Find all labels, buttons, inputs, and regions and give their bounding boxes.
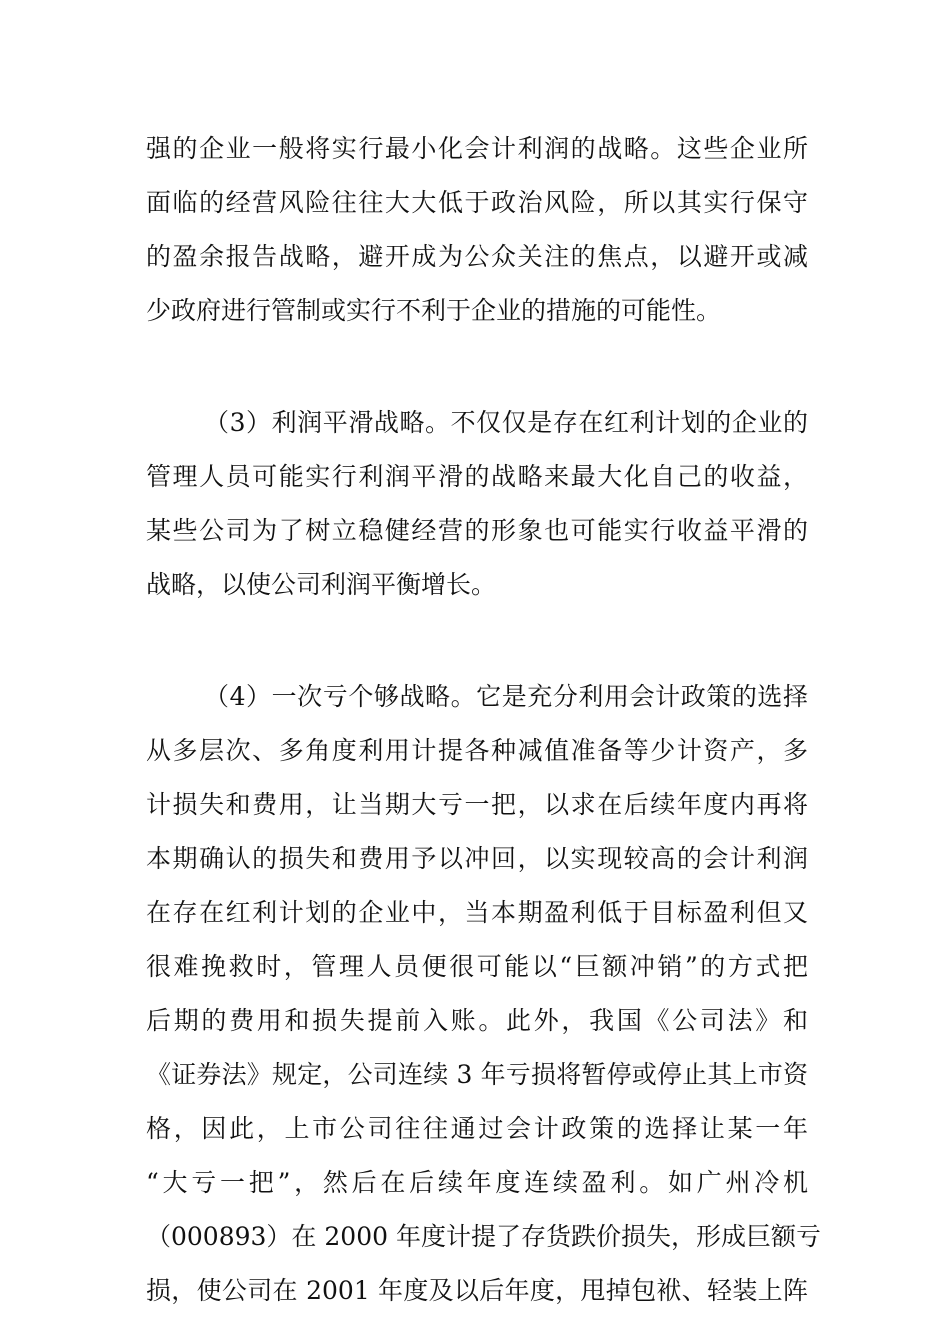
- paragraph-big-bath: [146, 670, 821, 1318]
- paragraph-political-risk: [146, 122, 808, 338]
- text-line: 强的企业一般将实行最小化会计利润的战略。这些企业所: [146, 134, 808, 163]
- text-line: 从多层次、多角度利用计提各种减值准备等少计资产，多: [146, 736, 808, 765]
- text-line: 管理人员可能实行利润平滑的战略来最大化自己的收益，: [146, 462, 808, 491]
- text-line: 的盈余报告战略，避开成为公众关注的焦点，以避开或减: [146, 242, 808, 271]
- text-line: 在存在红利计划的企业中，当本期盈利低于目标盈利但又: [146, 898, 808, 927]
- text-line: （3）利润平滑战略。不仅仅是存在红利计划的企业的: [204, 408, 808, 437]
- paragraph-spacer: [146, 338, 808, 396]
- paragraph-profit-smoothing: [146, 396, 808, 612]
- text-line: 《证券法》规定，公司连续 3 年亏损将暂停或停止其上市资: [146, 1060, 808, 1089]
- text-line: 计损失和费用，让当期大亏一把，以求在后续年度内再将: [146, 790, 808, 819]
- text-line: 面临的经营风险往往大大低于政治风险，所以其实行保守: [146, 188, 808, 217]
- text-line: “大亏一把”，然后在后续年度连续盈利。如广州冷机: [146, 1168, 808, 1197]
- text-line: 后期的费用和损失提前入账。此外，我国《公司法》和: [146, 1006, 808, 1035]
- text-line: 某些公司为了树立稳健经营的形象也可能实行收益平滑的: [146, 516, 808, 545]
- document-body: [146, 122, 821, 1318]
- text-line: 战略，以使公司利润平衡增长。: [146, 570, 497, 599]
- text-line: 本期确认的损失和费用予以冲回，以实现较高的会计利润: [146, 844, 808, 873]
- text-line: 少政府进行管制或实行不利于企业的措施的可能性。: [146, 296, 722, 325]
- text-line: 很难挽救时，管理人员便很可能以“巨额冲销”的方式把: [146, 952, 808, 981]
- paragraph-spacer: [146, 612, 808, 670]
- text-line: （4）一次亏个够战略。它是充分利用会计政策的选择: [204, 682, 808, 711]
- text-line: 格，因此，上市公司往往通过会计政策的选择让某一年: [146, 1114, 808, 1143]
- text-line: （000893）在 2000 年度计提了存货跌价损失，形成巨额亏: [146, 1222, 821, 1251]
- text-line: 损，使公司在 2001 年度及以后年度，甩掉包袱、轻装上阵: [146, 1276, 808, 1305]
